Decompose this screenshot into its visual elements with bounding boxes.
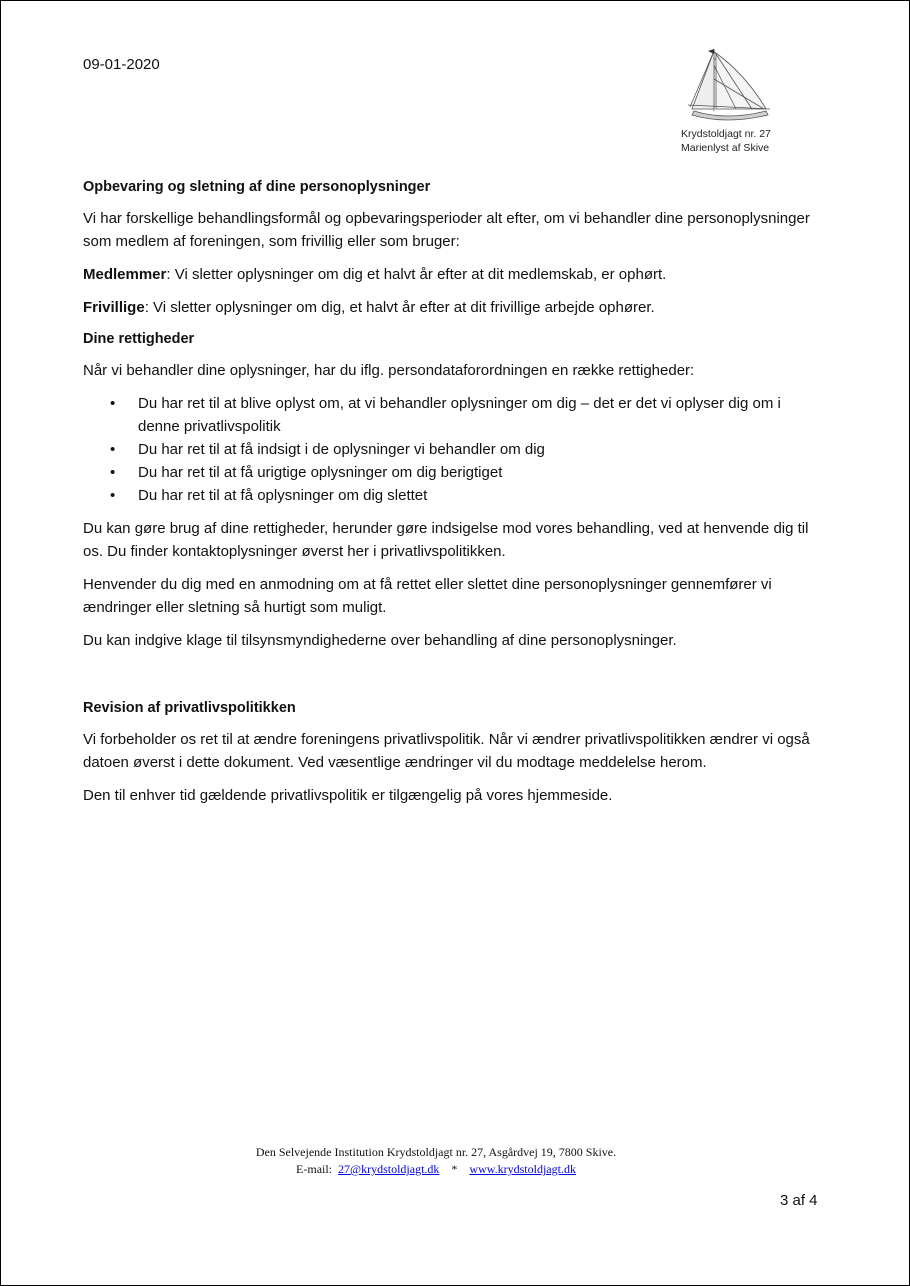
members-label: Medlemmer xyxy=(83,266,167,283)
website-link[interactable]: www.krydstoldjagt.dk xyxy=(469,1162,576,1176)
spacer xyxy=(83,662,818,698)
sailboat-icon xyxy=(686,45,772,123)
logo-caption-line1: Krydstoldjagt nr. 27 xyxy=(681,128,771,140)
storage-intro: Vi har forskellige behandlingsformål og opbevaringsperioder alt efter, om vi behandler dine personoplysninger som medlem af foreningen, som frivillig eller som bruger: xyxy=(83,210,810,250)
rights-paragraph-2: Henvender du dig med en anmodning om at få rettet eller slettet dine personoplysninger gennemfører vi ændringer eller sletning så hurtigt som muligt. xyxy=(83,576,772,616)
volunteers-label: Frivillige xyxy=(83,299,145,316)
revision-paragraph-2: Den til enhver tid gældende privatlivspolitik er tilgængelig på vores hjemmeside. xyxy=(83,787,613,804)
footer-separator: * xyxy=(451,1162,458,1176)
volunteers-text: : Vi sletter oplysninger om dig, et halvt år efter at dit frivillige arbejde ophører. xyxy=(144,299,655,316)
document-body xyxy=(83,177,818,817)
list-item: • Du har ret til at få indsigt i de oplysninger vi behandler om dig xyxy=(138,438,818,461)
rights-intro: Når vi behandler dine oplysninger, har du iflg. persondataforordningen en række rettigheder: xyxy=(83,362,695,379)
logo-caption-line2: Marienlyst af Skive xyxy=(681,142,770,154)
section-heading-revision: Revision af privatlivspolitikken xyxy=(83,700,296,716)
logo xyxy=(681,45,781,155)
document-date: 09-01-2020 xyxy=(83,56,160,73)
email-link[interactable]: 27@krydstoldjagt.dk xyxy=(338,1162,440,1176)
members-text: : Vi sletter oplysninger om dig et halvt år efter at dit medlemskab, er ophørt. xyxy=(166,266,667,283)
rights-paragraph-1: Du kan gøre brug af dine rettigheder, herunder gøre indsigelse mod vores behandling, ved at henvende dig til os. Du finder kontaktoplysninger øverst her i privatlivspolitikken. xyxy=(83,520,809,560)
revision-paragraph-1: Vi forbeholder os ret til at ændre foreningens privatlivspolitik. Når vi ændrer privatlivspolitikken ændrer vi også datoen øverst i dette dokument. Ved væsentlige ændringer vil du modtage meddelelse herom. xyxy=(83,731,810,771)
list-item: • Du har ret til at blive oplyst om, at vi behandler oplysninger om dig – det er det vi oplyser dig om i denne privatlivspolitik xyxy=(138,392,818,438)
footer-address: Den Selvejende Institution Krydstoldjagt nr. 27, Asgårdvej 19, 7800 Skive. xyxy=(255,1145,617,1159)
section-heading-storage: Opbevaring og sletning af dine personoplysninger xyxy=(83,179,431,195)
footer-email-label: E-mail: xyxy=(296,1162,333,1176)
page-footer xyxy=(1,1144,871,1178)
list-item: • Du har ret til at få urigtige oplysninger om dig berigtiget xyxy=(138,461,818,484)
list-item: • Du har ret til at få oplysninger om dig slettet xyxy=(138,484,818,507)
page-number: 3 af 4 xyxy=(780,1192,818,1209)
rights-paragraph-3: Du kan indgive klage til tilsynsmyndighederne over behandling af dine personoplysninger. xyxy=(83,632,677,649)
volunteers-paragraph xyxy=(83,296,818,319)
footer-contact xyxy=(1,1161,871,1178)
section-heading-rights: Dine rettigheder xyxy=(83,331,195,347)
members-paragraph xyxy=(83,263,818,286)
rights-list xyxy=(83,392,818,507)
